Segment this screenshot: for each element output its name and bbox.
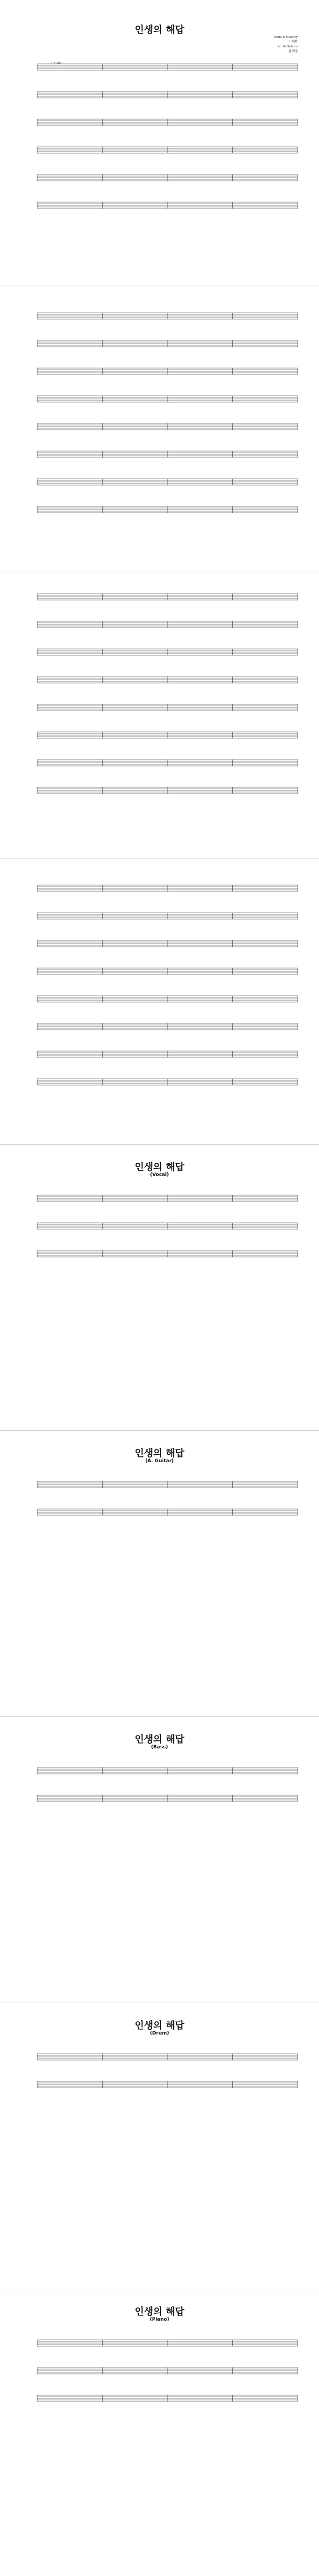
staff: [37, 1195, 298, 1202]
staff: [37, 368, 298, 374]
staff: [37, 649, 298, 655]
part-page-piano: [0, 2289, 319, 2575]
staff: [37, 677, 298, 683]
staff: [37, 704, 298, 711]
staff: [37, 423, 298, 430]
credit-line: Arr. & Orch. by: [277, 45, 298, 48]
staff: [37, 2340, 298, 2346]
staff: [37, 479, 298, 485]
staff: [37, 396, 298, 402]
staff: [37, 885, 298, 891]
staff: [37, 1079, 298, 1085]
staff-system: [0, 1431, 319, 1717]
staff: [37, 996, 298, 1002]
part-subtitle: (Vocal): [150, 1172, 169, 1178]
staff: [37, 1251, 298, 1257]
staff: [37, 2081, 298, 2088]
staff-system: [0, 0, 319, 286]
staff: [37, 91, 298, 98]
staff: [37, 64, 298, 70]
staff: [37, 1023, 298, 1030]
part-page-drum: [0, 2003, 319, 2289]
staff: [37, 506, 298, 513]
song-title: 인생의 해답: [135, 24, 184, 36]
staff: [37, 732, 298, 738]
staff: [37, 1509, 298, 1515]
staff: [37, 2054, 298, 2060]
score-page-3: [0, 572, 319, 858]
staff: [37, 2367, 298, 2374]
part-subtitle: (Bass): [151, 1745, 168, 1750]
staff: [37, 787, 298, 794]
part-subtitle: (A. Guitar): [145, 1458, 174, 1464]
staff: [37, 1223, 298, 1229]
part-title: 인생의 해답: [135, 1162, 184, 1173]
staff: [37, 913, 298, 919]
score-page-4: [0, 858, 319, 1145]
score-page-2: [0, 286, 319, 572]
staff: [37, 968, 298, 974]
staff: [37, 1795, 298, 1802]
staff: [37, 313, 298, 319]
staff: [37, 1481, 298, 1488]
staff: [37, 1051, 298, 1057]
staff-system: [0, 2289, 319, 2575]
tempo-marking: ♩ = 100: [51, 62, 61, 65]
part-page-vocal: [0, 1145, 319, 1431]
credit-line: Words & Music by: [273, 36, 298, 39]
staff-system: [0, 1717, 319, 2003]
staff: [37, 940, 298, 947]
part-page-bass: [0, 1717, 319, 2003]
staff-system: [0, 572, 319, 858]
staff-system: [0, 858, 319, 1145]
staff: [37, 760, 298, 766]
staff-system: [0, 286, 319, 572]
part-title: 인생의 해답: [135, 1448, 184, 1459]
part-page-guitar: [0, 1431, 319, 1717]
staff: [37, 202, 298, 209]
staff: [37, 1768, 298, 1774]
part-subtitle: (Piano): [149, 2317, 170, 2322]
staff: [37, 340, 298, 347]
staff-system: [0, 1145, 319, 1431]
staff: [37, 119, 298, 126]
part-title: 인생의 해답: [135, 1734, 184, 1745]
part-title: 인생의 해답: [135, 2020, 184, 2031]
credit-line: 윤태웅: [288, 50, 298, 53]
staff-system: [0, 2003, 319, 2289]
score-page-1: [0, 0, 319, 286]
staff: [37, 621, 298, 628]
staff: [37, 594, 298, 600]
part-subtitle: (Drum): [150, 2031, 169, 2036]
staff: [37, 451, 298, 457]
staff: [37, 147, 298, 153]
credit-line: 이재완: [288, 40, 298, 44]
part-title: 인생의 해답: [135, 2306, 184, 2317]
staff: [37, 174, 298, 181]
staff: [37, 2395, 298, 2402]
